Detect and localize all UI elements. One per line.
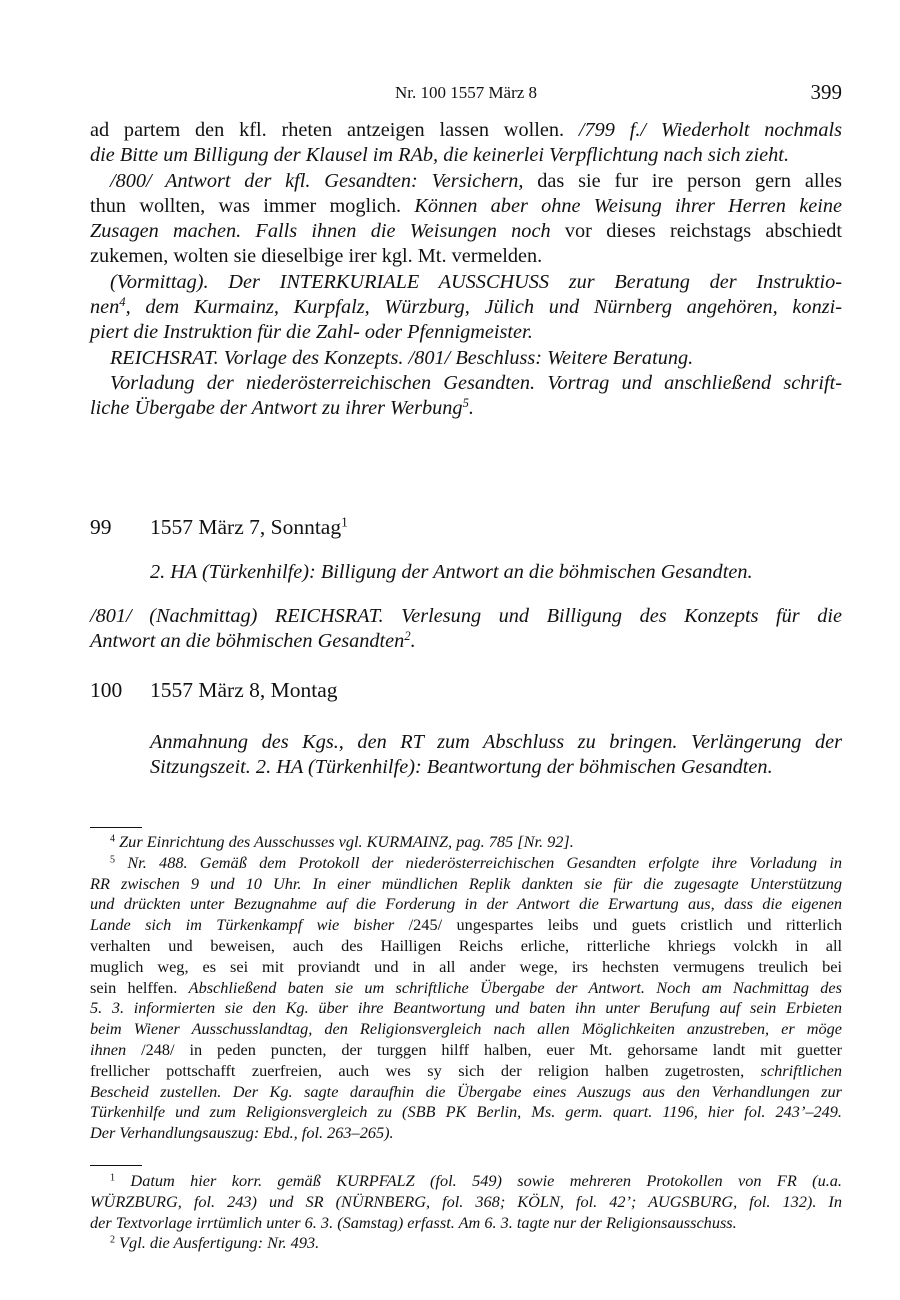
text-line (90, 998, 842, 1019)
text-line (90, 219, 842, 244)
footnote-divider (90, 827, 142, 828)
text-line (90, 1192, 842, 1213)
text-segment: ihnen (90, 1039, 142, 1059)
text-segment: /248/ in peden puncten, der turggen hilff halben, euer Mt. gehorsame landt mit guetter (141, 1039, 842, 1059)
footnote-ref: 5 (462, 396, 469, 411)
footnote-ref: 1 (110, 1172, 116, 1184)
entry-date: 1557 März 7, Sonntag (150, 515, 342, 539)
text-line (90, 371, 842, 396)
text-segment: piert die Instruktion für die Zahl- oder Pfennigmeister. (90, 321, 533, 344)
text-segment: vor dieses reichstags abschiedt (550, 220, 842, 243)
footnote-ref: 2 (110, 1234, 116, 1246)
text-segment: sein helffen. (90, 977, 189, 997)
text-segment: /799 f./ Wiederholt nochmals (578, 119, 842, 141)
entry-summary-99 (150, 560, 842, 585)
entry-number: 100 (90, 678, 123, 702)
text-segment: Datum hier korr. gemäß KURPFALZ (fol. 549) sowie mehreren Protokollen von FR (u.a. (115, 1171, 842, 1190)
text-line (90, 832, 842, 853)
text-line (90, 194, 842, 219)
text-segment: RR zwischen 9 und 10 Uhr. In einer mündlichen Replik dankten sie für die zugesagte Unterstützung (90, 873, 842, 893)
page-header (90, 80, 842, 106)
paragraph (90, 169, 842, 270)
text-segment: . (410, 630, 416, 653)
text-segment: Antwort an die böhmischen Gesandten (90, 630, 405, 653)
text-segment: REICHSRAT. Vorlage des Konzepts. /801/ Beschluss: Weitere Beratung. (110, 346, 694, 369)
text-segment: /801/ (Nachmittag) REICHSRAT. Verlesung und Billigung des Konzepts für die (90, 605, 842, 627)
entry-text-99 (90, 604, 842, 655)
text-line (90, 915, 842, 936)
text-line (90, 118, 842, 143)
footnotes-previous-entry (90, 832, 842, 1144)
text-line (90, 1061, 842, 1082)
text-line (90, 1082, 842, 1103)
text-segment: schriftlichen (760, 1060, 842, 1080)
text-line (90, 1102, 842, 1123)
text-segment: der Textvorlage irrtümlich unter 6. 3. (Samstag) erfasst. Am 6. 3. tagte nur der Religionsausschuss. (90, 1212, 737, 1232)
entry-date: 1557 März 8, Montag (150, 678, 338, 702)
text-line (150, 560, 842, 585)
text-segment: /245/ ungespartes leibs und guets cristlich und ritterlich (408, 915, 842, 935)
text-line (150, 730, 842, 755)
running-title: Nr. 100 1557 März 8 (394, 83, 538, 102)
text-segment: ad partem den kfl. rheten antzeigen lassen wollen. (90, 119, 579, 141)
text-segment: . (468, 397, 474, 420)
text-line (90, 853, 842, 874)
text-line (90, 320, 842, 345)
text-line (90, 295, 842, 320)
footnote-ref: 4 (110, 833, 116, 845)
paragraph (90, 1171, 842, 1233)
text-segment: das sie fur ire person gern alles (523, 169, 843, 192)
text-segment: die Bitte um Billigung der Klausel im RAb, die keinerlei Verpflichtung nach sich zieht. (90, 144, 790, 167)
text-segment: muglich weg, es sei mit proviandt und in all ander wege, irs hechsten vermugens treulich bei (90, 956, 842, 976)
text-segment: Lande sich im Türkenkampf wie bisher (90, 915, 409, 935)
footnotes-entry-99 (90, 1171, 842, 1254)
text-segment: verhalten und beweisen, auch des Hailligen Reichs erliche, ritterliche khriegs volckh in all (90, 935, 842, 955)
text-line (90, 978, 842, 999)
text-line (90, 957, 842, 978)
text-segment: (Vormittag). Der INTERKURIALE AUSSCHUSS zur Beratung der Instruktio- (110, 270, 842, 293)
text-line (90, 346, 842, 371)
text-line (90, 1123, 842, 1144)
paragraph (150, 730, 842, 781)
text-line (90, 604, 842, 629)
body-text-top (90, 118, 842, 422)
text-segment: /800/ Antwort der kfl. Gesandten: Versichern, (110, 169, 524, 192)
paragraph (90, 118, 842, 169)
text-line (90, 1213, 842, 1234)
text-segment: beim Wiener Ausschusslandtag, den Religionsvergleich nach allen Möglichkeiten anzustreben, er möge (90, 1019, 842, 1039)
text-line (90, 396, 842, 421)
footnote-divider (90, 1165, 142, 1166)
text-segment: thun wollten, was immer moglich. (90, 194, 415, 217)
text-line (90, 936, 842, 957)
text-segment: Können aber ohne Weisung ihrer Herren keine (414, 194, 842, 217)
entry-summary-100 (150, 730, 842, 781)
text-line (90, 629, 842, 654)
text-line (90, 169, 842, 194)
text-line (90, 874, 842, 895)
entry-heading-99 (90, 515, 348, 540)
entry-number: 99 (90, 515, 112, 539)
text-line (90, 1233, 842, 1254)
text-segment: 2. HA (Türkenhilfe): Billigung der Antwort an die böhmischen Gesandten. (150, 561, 753, 583)
text-segment: Bescheid zustellen. Der Kg. sagte daraufhin die Übergabe eines Auszugs aus den Verhandlungen zur (90, 1081, 842, 1101)
text-segment: zukemen, wolten sie dieselbige irer kgl. Mt. vermelden. (90, 245, 543, 268)
text-segment: Abschließend baten sie um schriftliche Übergabe der Antwort. Noch am Nachmittag des (188, 977, 842, 997)
text-line (90, 1019, 842, 1040)
text-segment: , dem Kurmainz, Kurpfalz, Würzburg, Jülich und Nürnberg angehören, konzi- (125, 296, 842, 319)
paragraph (90, 371, 842, 422)
text-segment: Der Verhandlungsauszug: Ebd., fol. 263–265). (90, 1123, 394, 1143)
paragraph (90, 853, 842, 1144)
footnote-ref: 4 (119, 295, 126, 310)
page-number: 399 (810, 80, 842, 104)
text-line (90, 143, 842, 168)
paragraph (90, 270, 842, 346)
text-segment: Zur Einrichtung des Ausschusses vgl. KURMAINZ, pag. 785 [Nr. 92]. (115, 832, 574, 851)
text-line (90, 894, 842, 915)
text-line (90, 1171, 842, 1192)
text-segment: liche Übergabe der Antwort zu ihrer Werbung (90, 397, 463, 420)
footnote-ref: 1 (341, 514, 348, 530)
entry-heading-100 (90, 678, 338, 703)
text-segment: 5. 3. informierten sie den Kg. über ihre Beantwortung und baten ihn unter Berufung auf sein Erbieten (90, 998, 842, 1018)
text-segment: Türkenhilfe und zum Religionsvergleich zu (SBB PK Berlin, Ms. germ. quart. 1196, hier fol. 243’–249. (90, 1102, 842, 1122)
text-segment: Sitzungszeit. 2. HA (Türkenhilfe): Beantwortung der böhmischen Gesandten. (150, 756, 773, 779)
paragraph (90, 604, 842, 655)
text-segment: Anmahnung des Kgs., den RT zum Abschluss zu bringen. Verlängerung der (150, 731, 842, 753)
text-line (90, 270, 842, 295)
paragraph (150, 560, 842, 585)
text-segment: frellicher pottschafft zuerfreien, auch wes sy sich der religion halben zugetrosten, (90, 1060, 761, 1080)
text-line (150, 755, 842, 780)
text-segment: nen (90, 296, 120, 319)
footnote-ref: 5 (110, 854, 116, 866)
text-segment: Nr. 488. Gemäß dem Protokoll der niederösterreichischen Gesandten erfolgte ihre Vorladung in (115, 852, 842, 872)
text-segment: und drückten unter Bezugnahme auf die Forderung in der Antwort die Erwartung aus, dass die eigenen (90, 894, 842, 914)
text-segment: Vorladung der niederösterreichischen Gesandten. Vortrag und anschließend schrift- (110, 371, 842, 394)
text-segment: Zusagen machen. Falls ihnen die Weisungen noch (90, 220, 551, 243)
text-segment: WÜRZBURG, fol. 243) und SR (NÜRNBERG, fol. 368; KÖLN, fol. 42’; AUGSBURG, fol. 132). In (90, 1191, 842, 1211)
paragraph (90, 1233, 842, 1254)
footnote-ref: 2 (404, 629, 411, 644)
text-segment: Vgl. die Ausfertigung: Nr. 493. (115, 1233, 320, 1253)
text-line (90, 244, 842, 269)
text-line (90, 1040, 842, 1061)
paragraph (90, 832, 842, 853)
paragraph (90, 346, 842, 371)
